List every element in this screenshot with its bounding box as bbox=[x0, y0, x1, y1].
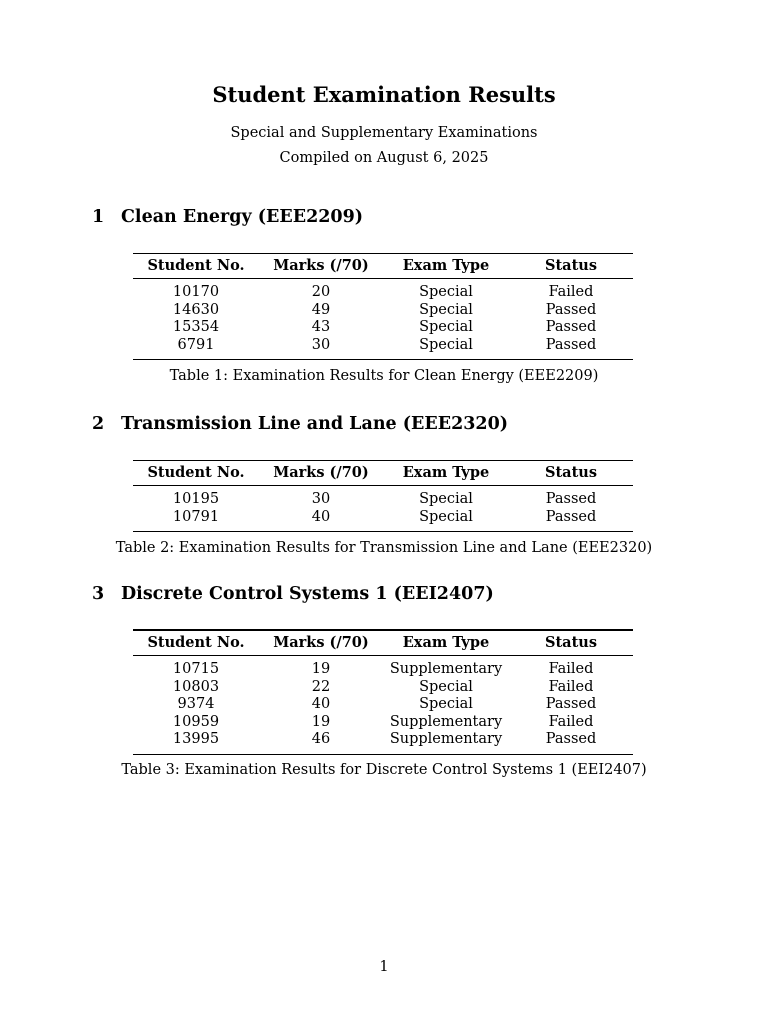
cell-status: Passed bbox=[509, 509, 633, 532]
cell-exam-type: Supplementary bbox=[383, 731, 509, 754]
section-title: Transmission Line and Lane (EEE2320) bbox=[121, 414, 509, 434]
cell-student-no: 10803 bbox=[172, 678, 220, 695]
cell-marks: 40 bbox=[259, 509, 383, 532]
cell-status: Passed bbox=[545, 301, 597, 318]
table-header-row bbox=[133, 461, 633, 486]
table-row bbox=[133, 337, 633, 360]
header-status: Status bbox=[545, 257, 597, 274]
cell-status: Failed bbox=[548, 713, 594, 730]
cell-marks: 49 bbox=[311, 301, 331, 318]
cell-status: Passed bbox=[545, 696, 597, 712]
section-title: Clean Energy (EEE2209) bbox=[121, 207, 364, 227]
table-row bbox=[133, 679, 633, 697]
cell-status: Passed bbox=[509, 337, 633, 360]
section-heading-1 bbox=[92, 206, 363, 228]
cell-exam-type: Special bbox=[419, 284, 473, 300]
cell-marks: 30 bbox=[311, 491, 331, 507]
cell-student-no: 15354 bbox=[172, 319, 220, 335]
cell-exam-type: Special bbox=[419, 696, 473, 712]
cell-exam-type: Special bbox=[419, 319, 473, 335]
header-student-no: Student No. bbox=[147, 634, 245, 651]
cell-marks: 40 bbox=[311, 696, 331, 712]
cell-exam-type: Supplementary bbox=[389, 661, 503, 677]
header-exam-type: Exam Type bbox=[402, 634, 490, 651]
cell-status: Passed bbox=[545, 491, 597, 507]
table-row bbox=[133, 731, 633, 754]
section-number: 2 bbox=[92, 414, 105, 434]
section-number: 1 bbox=[92, 207, 105, 227]
header-marks: Marks (/70) bbox=[273, 634, 369, 651]
cell-marks: 46 bbox=[259, 731, 383, 754]
header-marks: Marks (/70) bbox=[273, 257, 369, 274]
table-row bbox=[133, 319, 633, 337]
table-caption-1: Table 1: Examination Results for Clean Energy (EEE2209) bbox=[169, 368, 599, 384]
cell-marks: 20 bbox=[311, 284, 331, 300]
table-row bbox=[133, 279, 633, 302]
cell-exam-type: Special bbox=[383, 509, 509, 532]
cell-student-no: 10170 bbox=[172, 284, 220, 300]
table-header-row bbox=[133, 630, 633, 656]
cell-student-no: 10195 bbox=[172, 491, 220, 507]
table-row bbox=[133, 714, 633, 732]
section-title: Discrete Control Systems 1 (EEI2407) bbox=[121, 584, 494, 604]
cell-student-no: 13995 bbox=[133, 731, 259, 754]
results-table-1 bbox=[133, 253, 633, 360]
cell-exam-type: Special bbox=[383, 337, 509, 360]
header-student-no: Student No. bbox=[147, 464, 245, 481]
section-number: 3 bbox=[92, 584, 105, 604]
cell-marks: 30 bbox=[259, 337, 383, 360]
results-table-3 bbox=[133, 629, 633, 755]
document-title: Student Examination Results bbox=[212, 82, 556, 107]
header-exam-type: Exam Type bbox=[402, 464, 490, 481]
section-heading-2 bbox=[92, 413, 508, 435]
cell-status: Passed bbox=[509, 731, 633, 754]
header-exam-type: Exam Type bbox=[402, 257, 490, 274]
table-row bbox=[133, 696, 633, 714]
cell-student-no: 14630 bbox=[172, 301, 220, 318]
table-row bbox=[133, 302, 633, 320]
cell-status: Failed bbox=[548, 661, 594, 677]
cell-student-no: 10715 bbox=[172, 661, 220, 677]
document-subtitle: Special and Supplementary Examinations bbox=[230, 125, 538, 141]
cell-exam-type: Special bbox=[419, 301, 473, 318]
cell-marks: 19 bbox=[311, 661, 331, 677]
cell-status: Failed bbox=[548, 284, 594, 300]
results-table-2 bbox=[133, 460, 633, 532]
section-heading-3 bbox=[92, 583, 494, 605]
cell-exam-type: Special bbox=[419, 491, 473, 507]
cell-exam-type: Supplementary bbox=[389, 713, 503, 730]
cell-marks: 19 bbox=[311, 713, 331, 730]
cell-student-no: 6791 bbox=[133, 337, 259, 360]
table-header-row bbox=[133, 254, 633, 279]
page-number: 1 bbox=[379, 959, 389, 975]
table-caption-2: Table 2: Examination Results for Transmission Line and Lane (EEE2320) bbox=[115, 540, 653, 556]
table-row bbox=[133, 509, 633, 532]
cell-student-no: 10791 bbox=[133, 509, 259, 532]
document-date: Compiled on August 6, 2025 bbox=[279, 150, 489, 166]
header-marks: Marks (/70) bbox=[273, 464, 369, 481]
cell-student-no: 9374 bbox=[177, 696, 215, 712]
cell-marks: 43 bbox=[311, 319, 331, 335]
table-row bbox=[133, 656, 633, 679]
table-caption-3: Table 3: Examination Results for Discrete Control Systems 1 (EEI2407) bbox=[121, 762, 647, 778]
cell-student-no: 10959 bbox=[172, 713, 220, 730]
cell-status: Passed bbox=[545, 319, 597, 335]
header-status: Status bbox=[545, 464, 597, 481]
cell-marks: 22 bbox=[311, 678, 331, 695]
header-status: Status bbox=[545, 634, 597, 651]
cell-exam-type: Special bbox=[419, 678, 473, 695]
header-student-no: Student No. bbox=[147, 257, 245, 274]
table-row bbox=[133, 486, 633, 509]
cell-status: Failed bbox=[548, 678, 594, 695]
